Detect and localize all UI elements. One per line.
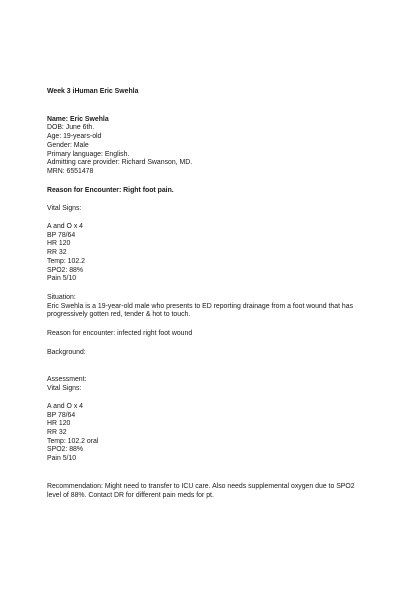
document-title: Week 3 iHuman Eric Swehla	[47, 88, 139, 95]
vital-item: A and O x 4	[47, 402, 84, 410]
spacer	[47, 320, 360, 330]
patient-dob: DOB: June 6th.	[47, 124, 95, 132]
spacer	[47, 357, 360, 376]
vitals-section-2	[47, 385, 360, 464]
spacer	[47, 214, 360, 223]
vitals-heading: Vital Signs:	[47, 205, 82, 213]
spacer	[47, 339, 360, 349]
patient-gender: Gender: Male	[47, 141, 89, 149]
situation-heading: Situation:	[47, 293, 76, 301]
vital-item: BP 78/64	[47, 411, 76, 419]
reason-line: Reason for encounter: infected right foot wound	[47, 330, 193, 338]
patient-name: Name: Eric Swehla	[47, 115, 109, 123]
situation-text: Eric Swehla is a 19-year-old male who presents to ED reporting drainage from a foot wound that has progressively gotten red, tender & hot to touch.	[47, 302, 354, 319]
vital-item: Pain 5/10	[47, 275, 77, 283]
patient-info	[47, 116, 360, 177]
spacer	[47, 177, 360, 187]
spacer	[47, 97, 360, 116]
vital-item: Temp: 102.2 oral	[47, 437, 99, 445]
spacer	[47, 464, 360, 483]
recommendation-text: Recommendation: Might need to transfer to ICU care. Also needs supplemental oxygen due to SPO2 level of 88%. Contact DR for different pain meds for pt.	[47, 482, 355, 499]
vital-item: HR 120	[47, 240, 71, 248]
patient-mrn: MRN: 6551478	[47, 167, 94, 175]
spacer	[47, 195, 360, 205]
vital-item: HR 120	[47, 420, 71, 428]
patient-provider: Admitting care provider: Richard Swanson, MD.	[47, 159, 193, 167]
background-heading: Background:	[47, 348, 86, 356]
vitals-heading: Vital Signs:	[47, 385, 82, 393]
vital-item: RR 32	[47, 428, 67, 436]
vital-item: RR 32	[47, 249, 67, 257]
vital-item: SPO2: 88%	[47, 446, 84, 454]
assessment-heading: Assessment:	[47, 376, 87, 384]
vital-item: Temp: 102.2	[47, 257, 85, 265]
spacer	[47, 284, 360, 294]
patient-age: Age: 19-years-old	[47, 133, 102, 141]
vital-item: A and O x 4	[47, 223, 84, 231]
spacer	[47, 394, 360, 403]
vital-item: BP 78/64	[47, 231, 76, 239]
reason-heading: Reason for Encounter: Right foot pain.	[47, 186, 174, 194]
patient-language: Primary language: English.	[47, 150, 130, 158]
vital-item: Pain 5/10	[47, 455, 77, 463]
vital-item: SPO2: 88%	[47, 266, 84, 274]
vitals-section-1	[47, 205, 360, 284]
